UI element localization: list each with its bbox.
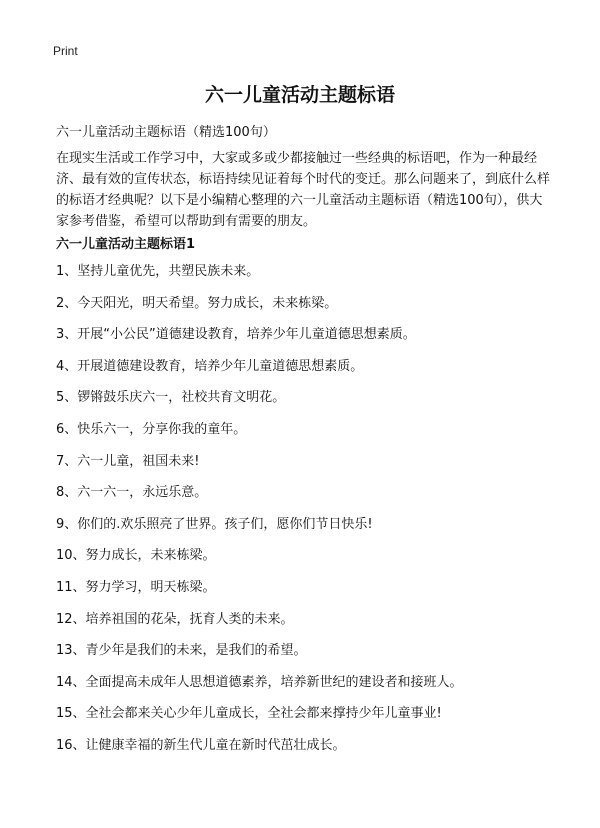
slogan-item: 9、你们的.欢乐照亮了世界。孩子们，愿你们节日快乐! [56,516,373,532]
slogan-item: 10、努力成长，未来栋梁。 [56,548,216,564]
slogan-item: 5、锣锵鼓乐庆六一，社校共育文明花。 [56,390,286,406]
section-heading: 六一儿童活动主题标语1 [56,237,196,252]
slogan-item: 4、开展道德建设教育，培养少年儿童道德思想素质。 [56,358,364,374]
slogan-item: 2、今天阳光，明天希望。努力成长，未来栋梁。 [56,295,338,311]
slogan-list [56,262,552,768]
slogan-item: 12、培养祖国的花朵，抚育人类的未来。 [56,611,294,627]
slogan-item: 3、开展“小公民”道德建设教育，培养少年儿童道德思想素质。 [56,327,416,343]
slogan-item: 8、六一六一，永远乐意。 [56,485,208,501]
slogan-item: 14、全面提高未成年人思想道德素养，培养新世纪的建设者和接班人。 [56,674,463,690]
slogan-item: 13、青少年是我们的未来，是我们的希望。 [56,643,307,659]
slogan-item: 7、六一儿童，祖国未来! [56,453,200,469]
document-subtitle: 六一儿童活动主题标语（精选100句） [56,125,276,140]
slogan-item: 6、快乐六一，分享你我的童年。 [56,421,247,437]
slogan-item: 15、全社会都来关心少年儿童成长，全社会都来撑持少年儿童事业! [56,706,442,722]
print-link[interactable]: Print [53,44,78,58]
page-title: 六一儿童活动主题标语 [204,84,395,106]
slogan-item: 16、让健康幸福的新生代儿童在新时代茁壮成长。 [56,737,346,753]
slogan-item: 1、坚持儿童优先，共塑民族未来。 [56,264,260,279]
intro-paragraph: 在现实生活或工作学习中，大家或多或少都接触过一些经典的标语吧，作为一种最经济、最有效的宣传状态，标语持续见证着每个时代的变迁。那么问题来了，到底什么样的标语才经典呢？以下是小编精心整理的六一儿童活动主题标语（精选100句），供大家参考借鉴，希望可以帮助到有需要的朋友。 [56,151,551,229]
slogan-item: 11、努力学习，明天栋梁。 [56,579,216,595]
